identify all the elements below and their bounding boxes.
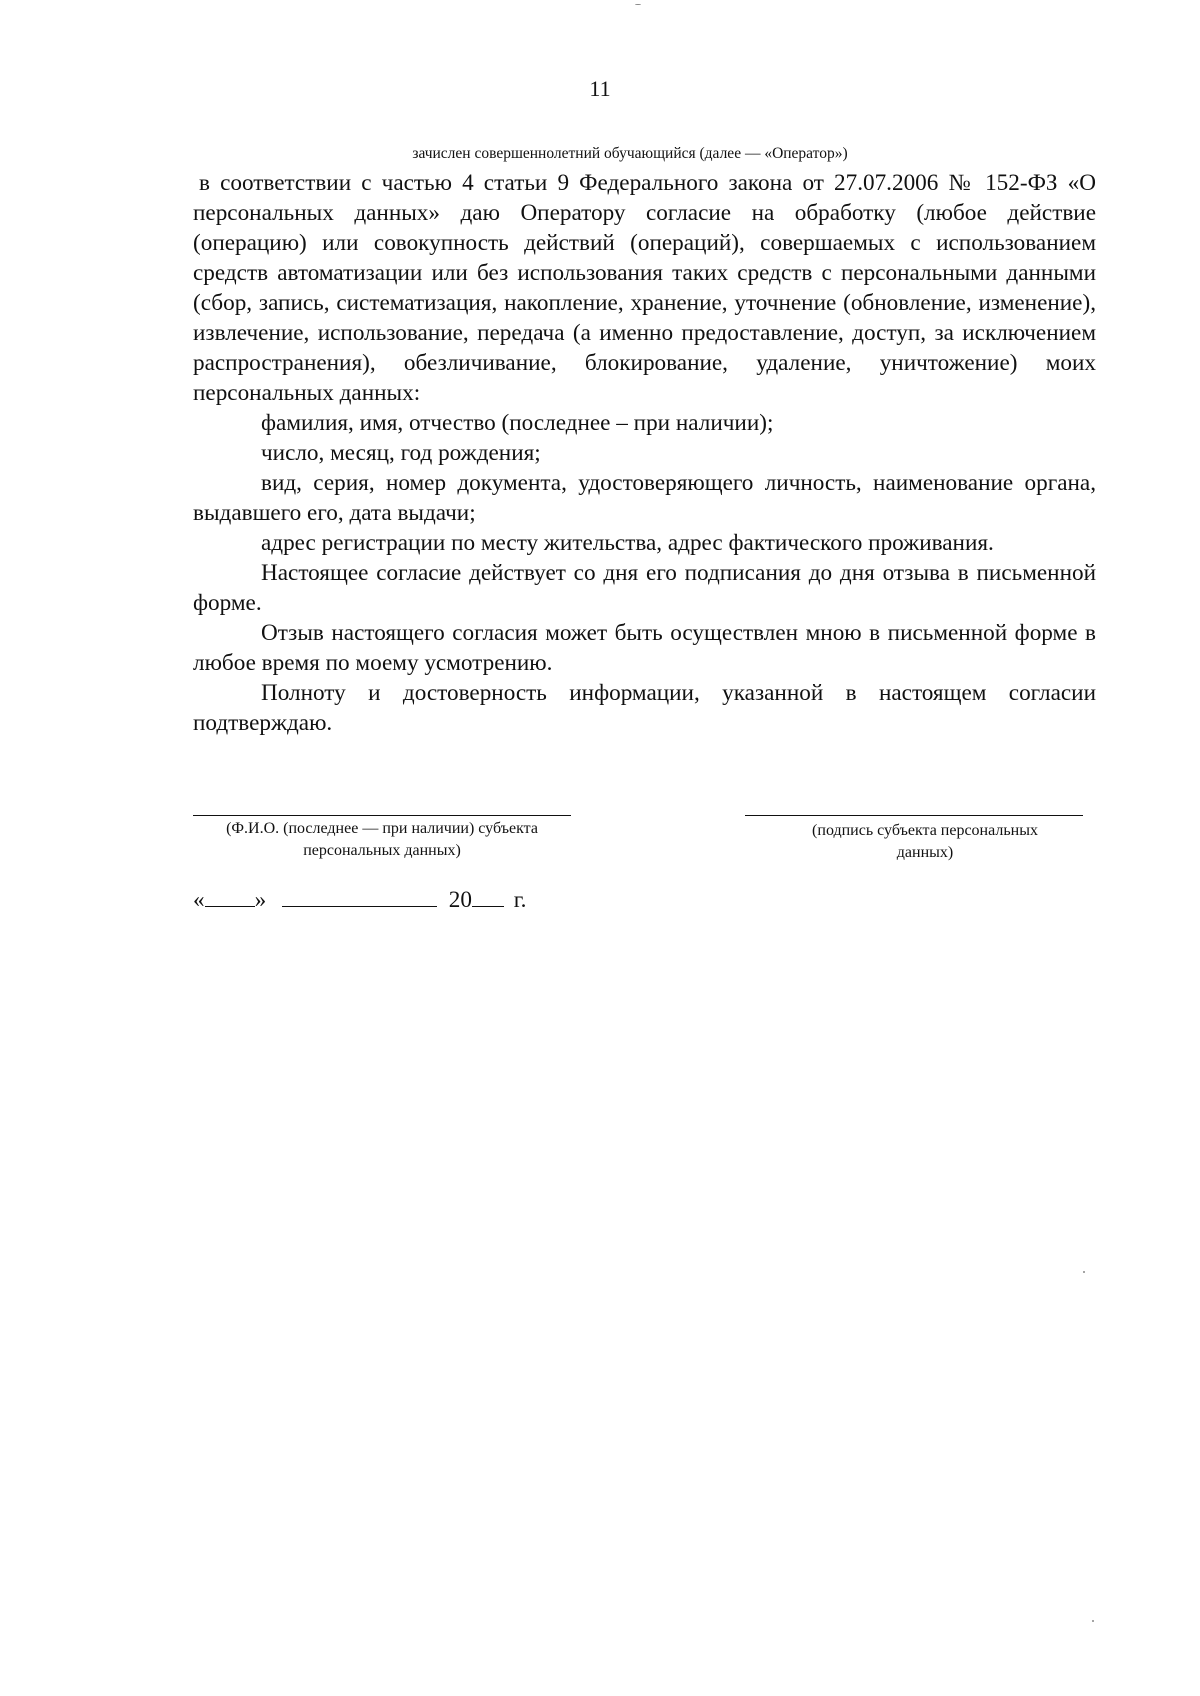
sign-caption-line-1: (подпись субъекта персональных	[812, 822, 1038, 839]
sign-caption-line-2: данных)	[896, 844, 954, 861]
operator-note: зачислен совершеннолетний обучающийся (далее — «Оператор»)	[412, 145, 848, 162]
consent-body	[193, 168, 1096, 738]
date-open-quote: «	[193, 887, 205, 913]
personal-signature-caption	[775, 820, 1075, 864]
name-caption-line-1: (Ф.И.О. (последнее — при наличии) субъекта	[226, 820, 538, 837]
name-caption-line-2: персональных данных)	[303, 842, 461, 859]
data-item-id-document: вид, серия, номер документа, удостоверяющего личность, наименование органа, выдавшего его, дата выдачи;	[193, 470, 1096, 526]
scan-speck	[635, 4, 641, 5]
date-line	[193, 886, 526, 914]
scan-speck	[1083, 1271, 1085, 1273]
month-blank[interactable]	[282, 886, 437, 907]
confirmation-paragraph: Полноту и достоверность информации, указанной в настоящем согласии подтверждаю.	[193, 680, 1096, 736]
withdrawal-paragraph: Отзыв настоящего согласия может быть осуществлен мною в письменной форме в любое время по моему усмотрению.	[193, 620, 1096, 676]
data-item-address: адрес регистрации по месту жительства, адрес фактического проживания.	[261, 530, 994, 556]
consent-intro: в соответствии с частью 4 статьи 9 Федерального закона от 27.07.2006 № 152-ФЗ «О персональных данных» даю Оператору согласие на обработку (любое действие (операцию) или совокупность действий (операций), совершаемых с использованием средств автоматизации или без использования таких средств с персональными данными (сбор, запись, систематизация, накопление, хранение, уточнение (обновление, изменение), извлечение, использование, передача (а именно предоставление, доступ, за исключением распространения), обезличивание, блокирование, удаление, уничтожение) моих персональных данных:	[193, 170, 1096, 406]
scan-speck	[1092, 1620, 1094, 1622]
page-number: 11	[589, 76, 611, 101]
year-suffix: г.	[513, 887, 527, 913]
name-signature-caption	[178, 818, 586, 862]
name-signature-line[interactable]	[193, 815, 571, 816]
year-blank[interactable]	[472, 886, 504, 907]
validity-paragraph: Настоящее согласие действует со дня его подписания до дня отзыва в письменной форме.	[193, 560, 1096, 616]
data-item-fio: фамилия, имя, отчество (последнее – при наличии);	[261, 410, 774, 436]
personal-signature-line[interactable]	[745, 815, 1083, 816]
data-item-birthdate: число, месяц, год рождения;	[261, 440, 541, 466]
day-blank[interactable]	[205, 886, 255, 907]
date-close-quote: »	[254, 887, 267, 913]
year-prefix: 20	[448, 887, 472, 913]
